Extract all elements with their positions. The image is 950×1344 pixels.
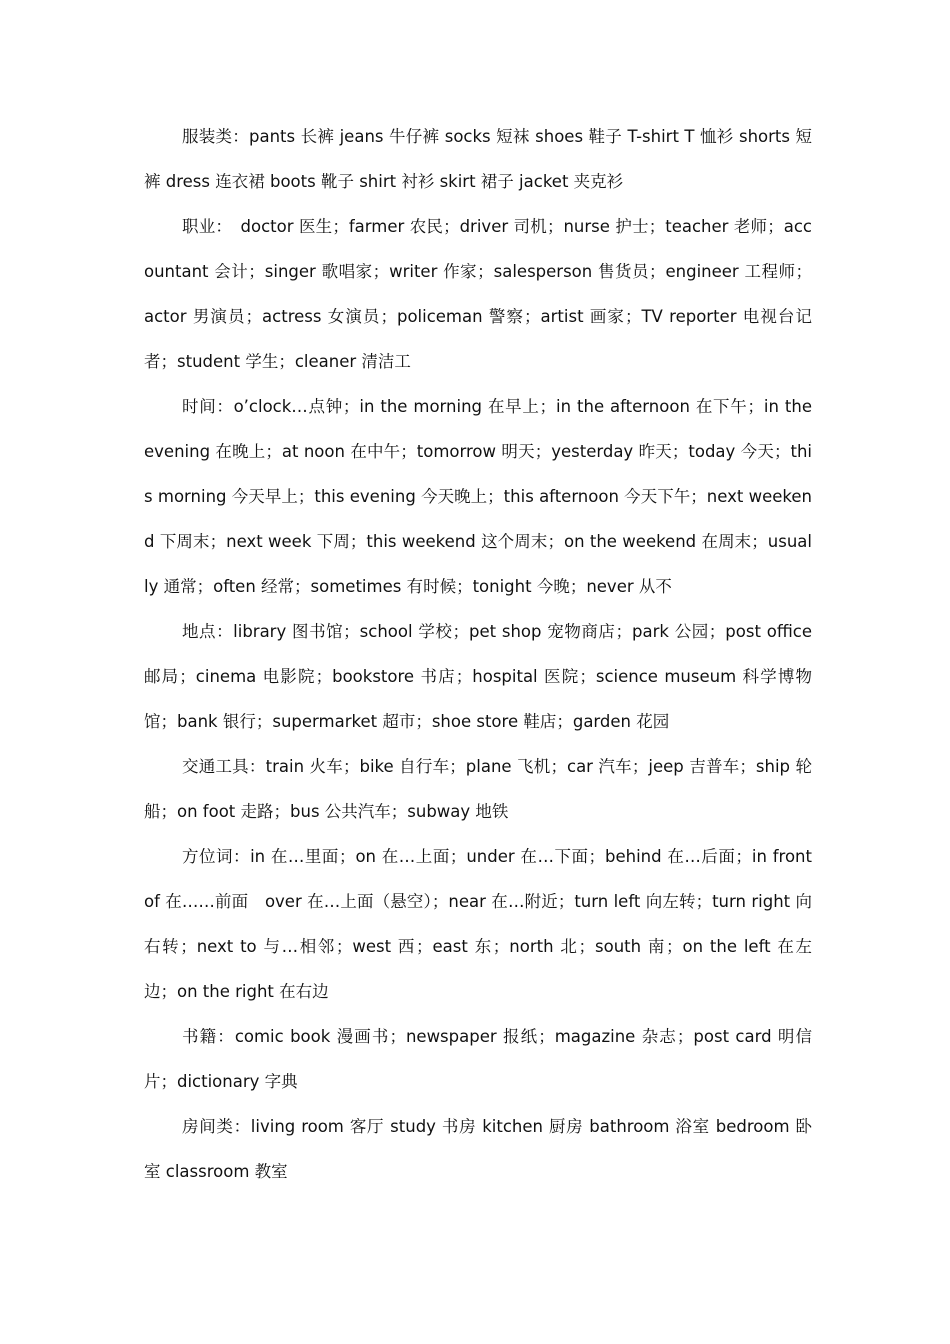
vocabulary-list: [144, 114, 812, 1194]
paragraph-time: 时间：o’clock…点钟；in the morning 在早上；in the afternoon 在下午；in the evening 在晚上；at noon 在中午；tomorrow 明天；yesterday 昨天；today 今天；this morning 今天早上；this evening 今天晚上；this afternoon 今天下午；next weekend 下周末；next week 下周；this weekend 这个周末；on the weekend 在周末；usually 通常；often 经常；sometimes 有时候；tonight 今晚；never 从不: [144, 397, 812, 596]
paragraph-transportation: 交通工具：train 火车；bike 自行车；plane 飞机；car 汽车；jeep 吉普车；ship 轮船；on foot 走路；bus 公共汽车；subway 地铁: [144, 757, 812, 821]
paragraph-clothing: 服装类：pants 长裤 jeans 牛仔裤 socks 短袜 shoes 鞋子 T-shirt T 恤衫 shorts 短裤 dress 连衣裙 boots 靴子 shirt 衬衫 skirt 裙子 jacket 夹克衫: [144, 127, 812, 191]
paragraph-directions: 方位词：in 在…里面；on 在…上面；under 在…下面；behind 在…后面；in front of 在……前面 over 在…上面（悬空）；near 在…附近；turn left 向左转；turn right 向右转；next to 与…相邻；west 西；east 东；north 北；south 南；on the left 在左边；on the right 在右边: [144, 847, 812, 1001]
paragraph-occupations: 职业： doctor 医生；farmer 农民；driver 司机；nurse 护士；teacher 老师；accountant 会计；singer 歌唱家；writer 作家；salesperson 售货员；engineer 工程师；actor 男演员；actress 女演员；policeman 警察；artist 画家；TV reporter 电视台记者；student 学生；cleaner 清洁工: [144, 217, 812, 371]
paragraph-books: 书籍：comic book 漫画书；newspaper 报纸；magazine 杂志；post card 明信片；dictionary 字典: [144, 1027, 812, 1091]
paragraph-rooms: 房间类：living room 客厅 study 书房 kitchen 厨房 bathroom 浴室 bedroom 卧室 classroom 教室: [144, 1117, 812, 1181]
paragraph-places: 地点：library 图书馆；school 学校；pet shop 宠物商店；park 公园；post office 邮局；cinema 电影院；bookstore 书店；hospital 医院；science museum 科学博物馆；bank 银行；supermarket 超市；shoe store 鞋店；garden 花园: [144, 622, 812, 731]
